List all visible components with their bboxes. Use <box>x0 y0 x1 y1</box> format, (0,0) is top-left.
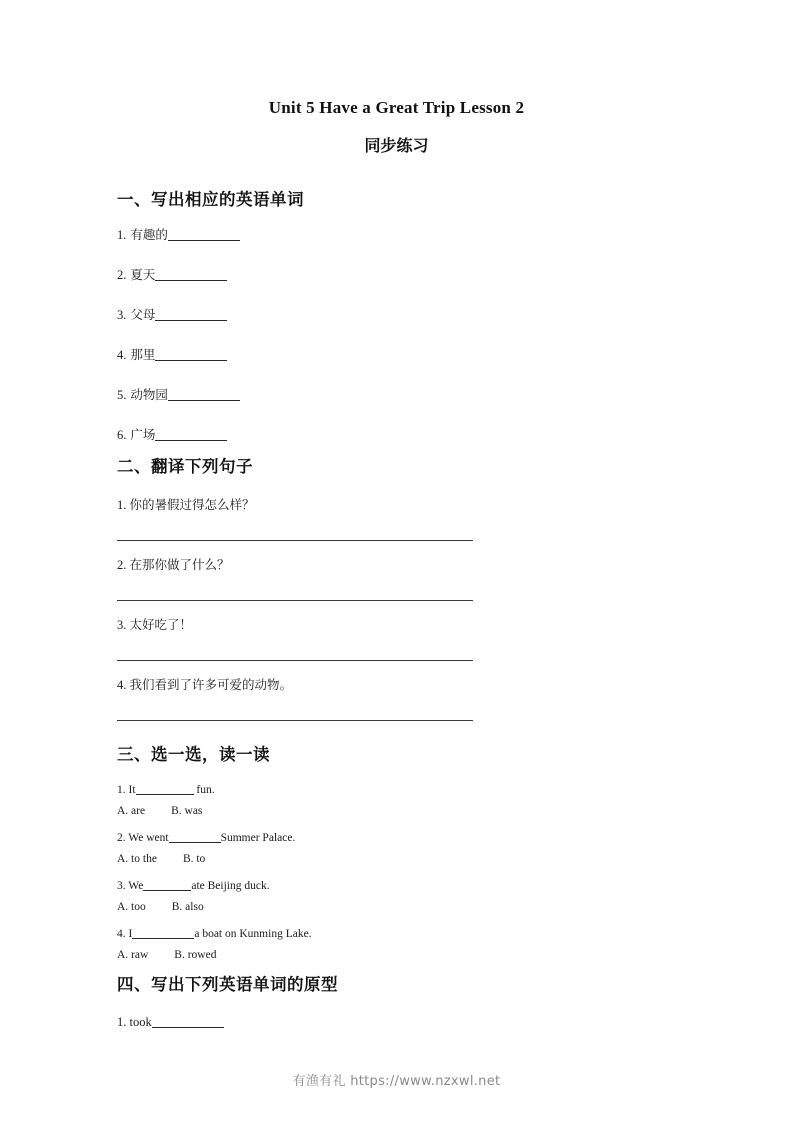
word-item <box>117 425 677 443</box>
translation-answer-line[interactable] <box>117 600 473 601</box>
translation-answer-line[interactable] <box>117 720 473 721</box>
mc-options <box>117 805 677 817</box>
mc-option-b[interactable]: B. also <box>171 900 204 913</box>
word-item-label: 有趣的 <box>130 227 168 242</box>
word-item <box>117 345 677 363</box>
mc-option-a[interactable]: A. too <box>117 900 146 913</box>
mc-question-number: 4. <box>117 927 126 940</box>
translation-item <box>117 555 677 573</box>
translation-answer-line[interactable] <box>117 540 473 541</box>
word-answer-blank[interactable] <box>155 428 227 441</box>
word-item <box>117 385 677 403</box>
translation-answer-line[interactable] <box>117 660 473 661</box>
section-heading-2: 二、翻译下列句子 <box>117 456 253 476</box>
base-form-item <box>117 1015 677 1030</box>
word-item-number: 6. <box>117 427 127 442</box>
mc-question-suffix: Summer Palace. <box>220 831 296 844</box>
translation-item-number: 1. <box>117 498 127 513</box>
mc-question-suffix: a boat on Kunming Lake. <box>194 927 312 940</box>
word-answer-blank[interactable] <box>155 348 227 361</box>
mc-answer-blank[interactable] <box>169 831 221 843</box>
word-item-label: 夏天 <box>130 267 156 282</box>
mc-option-a[interactable]: A. are <box>117 804 146 817</box>
mc-question <box>117 927 677 940</box>
mc-option-b[interactable]: B. rowed <box>174 948 217 961</box>
mc-question-prefix: We went <box>128 831 169 844</box>
base-form-blank[interactable] <box>152 1015 224 1028</box>
word-item <box>117 265 677 283</box>
base-form-label: took <box>129 1015 152 1030</box>
translation-item-label: 在那你做了什么？ <box>129 558 230 573</box>
word-item-label: 动物园 <box>130 387 168 402</box>
mc-question-number: 2. <box>117 831 126 844</box>
word-item-label: 父母 <box>130 307 156 322</box>
section-heading-1: 一、写出相应的英语单词 <box>117 190 304 209</box>
mc-question <box>117 831 677 844</box>
mc-question-prefix: I <box>128 927 133 940</box>
mc-options <box>117 853 677 865</box>
word-item-label: 广场 <box>130 427 156 442</box>
section-heading-4: 四、写出下列英语单词的原型 <box>117 974 338 994</box>
word-item <box>117 305 677 323</box>
mc-answer-blank[interactable] <box>143 879 191 891</box>
word-answer-blank[interactable] <box>168 388 240 401</box>
word-item-label: 那里 <box>130 347 156 362</box>
word-answer-blank[interactable] <box>155 308 227 321</box>
translation-item-number: 2. <box>117 558 127 573</box>
mc-question-suffix: fun. <box>196 783 215 796</box>
translation-item <box>117 495 677 513</box>
word-item-number: 3. <box>117 307 127 322</box>
mc-option-b[interactable]: B. was <box>171 804 203 817</box>
footer-watermark: 有渔有礼 https://www.nzxwl.net <box>292 1074 501 1089</box>
translation-item-label: 太好吃了！ <box>129 618 193 633</box>
word-item-number: 5. <box>117 387 127 402</box>
mc-question <box>117 879 677 892</box>
translation-item-number: 3. <box>117 618 127 633</box>
mc-option-a[interactable]: A. to the <box>117 852 157 865</box>
word-item-number: 2. <box>117 267 127 282</box>
base-form-number: 1. <box>117 1015 127 1030</box>
mc-options <box>117 949 677 961</box>
mc-question-suffix: ate Beijing duck. <box>191 879 270 892</box>
translation-item-label: 我们看到了许多可爱的动物。 <box>129 678 293 693</box>
mc-answer-blank[interactable] <box>136 783 194 795</box>
word-answer-blank[interactable] <box>155 268 227 281</box>
translation-item <box>117 615 677 633</box>
mc-question-number: 1. <box>117 783 126 796</box>
word-item-number: 4. <box>117 347 127 362</box>
mc-question-prefix: We <box>128 879 144 892</box>
page-title: Unit 5 Have a Great Trip Lesson 2 <box>268 98 525 117</box>
mc-question-number: 3. <box>117 879 126 892</box>
word-answer-blank[interactable] <box>168 228 240 241</box>
mc-answer-blank[interactable] <box>132 927 194 939</box>
mc-question-prefix: It <box>128 783 136 796</box>
translation-item-number: 4. <box>117 678 127 693</box>
translation-item <box>117 675 677 693</box>
word-item <box>117 225 677 243</box>
word-item-number: 1. <box>117 227 127 242</box>
translation-item-label: 你的暑假过得怎么样？ <box>129 498 255 513</box>
mc-option-b[interactable]: B. to <box>182 852 206 865</box>
worksheet-content <box>117 180 677 1030</box>
section-heading-3: 三、选一选，读一读 <box>117 745 270 765</box>
mc-options <box>117 901 677 913</box>
mc-option-a[interactable]: A. raw <box>117 948 149 961</box>
page-subtitle: 同步练习 <box>364 136 429 155</box>
mc-question <box>117 783 677 796</box>
